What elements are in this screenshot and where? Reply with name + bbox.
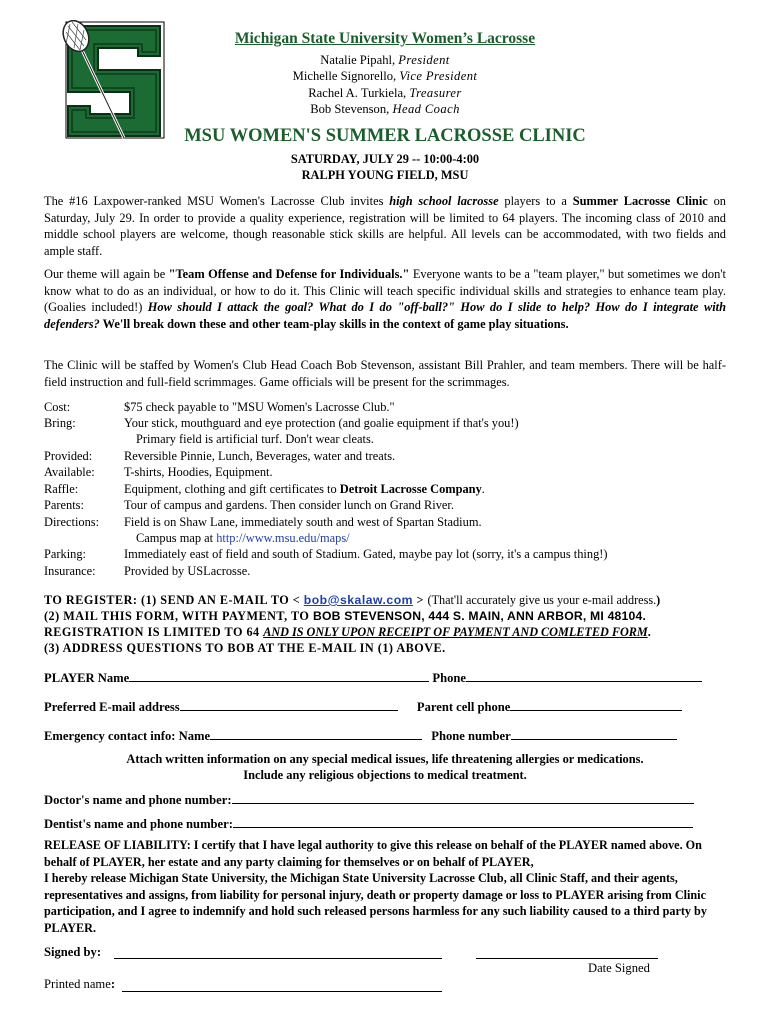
- doctor-row: Doctor's name and phone number:: [44, 791, 734, 808]
- theme-paragraph: Our theme will again be "Team Offense and Defense for Individuals." Everyone wants to be a "team player," but sometimes we don't know what to do as an individual, or how to do it. This Clinic will teach specific individual skills and strategies to enhance team play. (Goalies included!) How should I attack the goal? What do I do "off-ball?" How do I slide to help? How do I integrate with defenders? We'll break down these and other team-play skills in the context of game play situations.: [44, 267, 727, 331]
- printed-name-label: Printed name:: [44, 977, 116, 991]
- staff-paragraph: The Clinic will be staffed by Women's Club Head Coach Bob Stevenson, assistant Bill Prahler, and team members. There will be half-field instruction and full-field scrimmages. Game officials will be present for the scrimmages.: [44, 358, 726, 389]
- printed-name-line[interactable]: [122, 990, 442, 992]
- register-step-3: (3) ADDRESS QUESTIONS TO BOB AT THE E-MAIL IN (1) ABOVE.: [44, 641, 446, 655]
- detail-parking: Parking: Immediately east of field and south of Stadium. Gated, maybe pay lot (sorry, it's a campus thing!): [44, 547, 608, 561]
- religious-objection-note: Include any religious objections to medical treatment.: [243, 768, 527, 782]
- officer-vice-president: Michelle Signorello, Vice President: [292, 69, 478, 83]
- club-title: Michigan State University Women’s Lacrosse: [234, 30, 536, 47]
- signature-line[interactable]: [114, 957, 442, 959]
- date-signed-label: Date Signed: [588, 961, 650, 975]
- detail-bring: Bring: Your stick, mouthguard and eye protection (and goalie equipment if that's you!): [44, 416, 519, 430]
- detail-directions: Directions: Field is on Shaw Lane, immediately south and west of Spartan Stadium.: [44, 515, 482, 529]
- date-signed-line[interactable]: [476, 957, 658, 959]
- signed-by-label: Signed by:: [44, 945, 102, 959]
- emergency-row: Emergency contact info: Name Phone number: [44, 727, 734, 744]
- campus-map-link[interactable]: http://www.msu.edu/maps/: [216, 531, 350, 545]
- register-email-link[interactable]: bob@skalaw.com: [303, 593, 413, 607]
- clinic-location: RALPH YOUNG FIELD, MSU: [301, 168, 469, 182]
- attach-medical-note: Attach written information on any special medical issues, life threatening allergies or medications.: [126, 752, 644, 766]
- detail-bring-note: Primary field is artificial turf. Don't wear cleats.: [136, 432, 374, 446]
- dentist-row: Dentist's name and phone number:: [44, 815, 734, 832]
- officer-treasurer: Rachel A. Turkiela, Treasurer: [308, 86, 462, 100]
- register-step-1: TO REGISTER: (1) SEND AN E-MAIL TO < bob@skalaw.com > (That'll accurately give us your e-mail address.): [44, 593, 661, 607]
- register-limit: REGISTRATION IS LIMITED TO 64 AND IS ONLY UPON RECEIPT OF PAYMENT AND COMLETED FORM.: [44, 625, 652, 639]
- detail-available: Available: T-shirts, Hoodies, Equipment.: [44, 465, 273, 479]
- doctor-field[interactable]: [232, 791, 694, 804]
- player-name-row: PLAYER Name Phone: [44, 669, 734, 686]
- email-row: Preferred E-mail address Parent cell phone: [44, 698, 734, 715]
- release-of-liability: RELEASE OF LIABILITY: I certify that I have legal authority to give this release on behalf of the PLAYER named above. On behalf of PLAYER, her estate and any party claiming for themselves or on behalf of PLAYER, I hereby release Michigan State University, the Michigan State University Lacrosse Club, all Clinic Staff, and their agents, representatives and assigns, from liability for personal injury, death or property damage or loss to PLAYER arising from Clinic participation, and I agree to indemnify and hold such released persons harmless for any such liability caused to a third party by PLAYER.: [44, 838, 707, 935]
- detail-parents: Parents: Tour of campus and gardens. Then consider lunch on Grand River.: [44, 498, 454, 512]
- detail-insurance: Insurance: Provided by USLacrosse.: [44, 564, 251, 578]
- parent-cell-field[interactable]: [510, 698, 682, 711]
- clinic-title: MSU WOMEN'S SUMMER LACROSSE CLINIC: [184, 126, 586, 146]
- clinic-date-time: SATURDAY, JULY 29 -- 10:00-4:00: [290, 152, 480, 166]
- emergency-name-field[interactable]: [210, 727, 422, 740]
- detail-provided: Provided: Reversible Pinnie, Lunch, Beverages, water and treats.: [44, 449, 396, 463]
- phone-field[interactable]: [466, 669, 702, 682]
- intro-paragraph: The #16 Laxpower-ranked MSU Women's Lacrosse Club invites high school lacrosse players to a Summer Lacrosse Clinic on Saturday, July 29. In order to provide a quality experience, registration will be limited to 64 players. The incoming class of 2010 and middle school players are welcome, though reasonable stick skills are helpful. All levels can be accommodated, with two fields and ample staff.: [44, 194, 726, 258]
- officer-president: Natalie Pipahl, President: [320, 53, 450, 67]
- email-field[interactable]: [180, 698, 398, 711]
- officer-head-coach: Bob Stevenson, Head Coach: [310, 102, 460, 116]
- player-name-field[interactable]: [129, 669, 429, 682]
- msu-lacrosse-logo: [52, 20, 165, 142]
- detail-raffle: Raffle: Equipment, clothing and gift certificates to Detroit Lacrosse Company.: [44, 482, 485, 496]
- detail-cost: Cost: $75 check payable to "MSU Women's Lacrosse Club.": [44, 400, 395, 414]
- emergency-phone-field[interactable]: [511, 727, 677, 740]
- dentist-field[interactable]: [233, 815, 693, 828]
- register-step-2: (2) MAIL THIS FORM, WITH PAYMENT, TO BOB STEVENSON, 444 S. MAIN, ANN ARBOR, MI 48104.: [44, 609, 647, 623]
- detail-campus-map: Campus map at http://www.msu.edu/maps/: [136, 531, 350, 545]
